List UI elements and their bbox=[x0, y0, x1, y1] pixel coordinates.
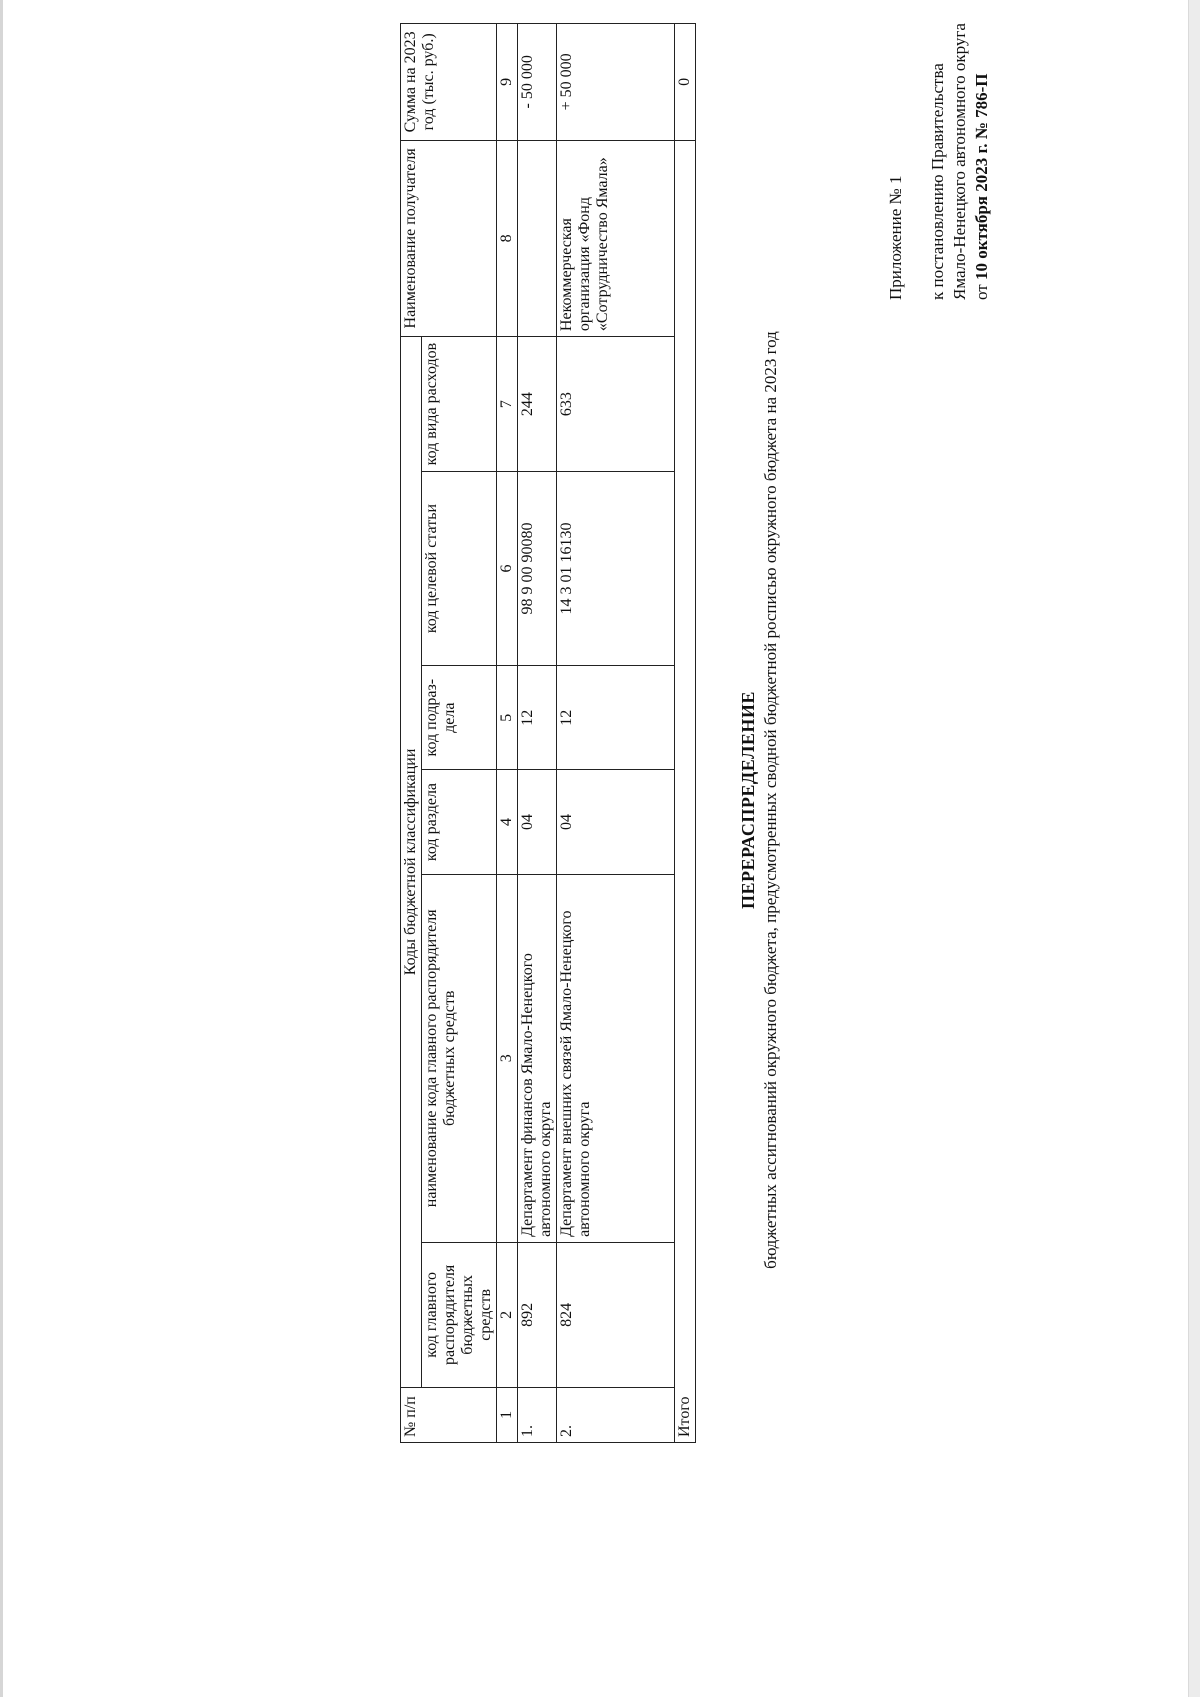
appendix-line-3 bbox=[971, 20, 993, 300]
total-value: 0 bbox=[675, 24, 696, 141]
row-subsection: 12 bbox=[557, 666, 675, 770]
header-section: код раздела bbox=[422, 770, 497, 874]
row-gr-code: 892 bbox=[518, 1242, 557, 1387]
col-number: 7 bbox=[497, 337, 518, 472]
total-label: Итого bbox=[675, 140, 696, 1442]
row-no: 1. bbox=[518, 1387, 557, 1442]
col-number: 5 bbox=[497, 666, 518, 770]
column-numbers-row bbox=[497, 24, 518, 1443]
row-subsection: 12 bbox=[518, 666, 557, 770]
page-edge bbox=[1188, 0, 1200, 1697]
col-number: 4 bbox=[497, 770, 518, 874]
header-group: Коды бюджетной классификации bbox=[401, 337, 422, 1388]
header-recipient: Наименование получателя bbox=[401, 140, 497, 336]
header-row bbox=[401, 24, 422, 1443]
row-section: 04 bbox=[557, 770, 675, 874]
total-row bbox=[675, 24, 696, 1443]
row-recipient: Некоммерческая организация «Фонд «Сотрудничество Ямала» bbox=[557, 140, 675, 336]
row-gr-name: Департамент внешних связей Ямало-Ненецкого автономного округа bbox=[557, 874, 675, 1242]
row-gr-name: Департамент финансов Ямало-Ненецкого автономного округа bbox=[518, 874, 557, 1242]
header-gr-name: наименование кода главного распорядителя бюджетных средств bbox=[422, 874, 497, 1242]
header-expense: код вида расходов bbox=[422, 337, 497, 472]
document-title: ПЕРЕРАСПРЕДЕЛЕНИЕ bbox=[738, 691, 758, 909]
col-number: 8 bbox=[497, 140, 518, 336]
row-no: 2. bbox=[557, 1387, 675, 1442]
redistribution-table bbox=[400, 23, 696, 1443]
header-target: код целевой статьи bbox=[422, 472, 497, 666]
row-expense: 244 bbox=[518, 337, 557, 472]
row-recipient bbox=[518, 140, 557, 336]
appendix-title: Приложение № 1 bbox=[886, 175, 905, 300]
col-number: 2 bbox=[497, 1242, 518, 1387]
col-number: 6 bbox=[497, 472, 518, 666]
appendix-line-1: к постановлению Правительства bbox=[928, 63, 947, 300]
document-heading bbox=[738, 0, 781, 1600]
row-target: 98 9 00 90080 bbox=[518, 472, 557, 666]
row-sum: + 50 000 bbox=[557, 24, 675, 141]
rotated-content bbox=[3, 0, 1153, 1600]
appendix-date: 10 октября 2023 г. bbox=[972, 143, 991, 281]
appendix-block bbox=[885, 20, 993, 300]
row-gr-code: 824 bbox=[557, 1242, 675, 1387]
col-number: 1 bbox=[497, 1387, 518, 1442]
col-number: 9 bbox=[497, 24, 518, 141]
header-subsection: код подраз-дела bbox=[422, 666, 497, 770]
header-no: № п/п bbox=[401, 1387, 497, 1442]
col-number: 3 bbox=[497, 874, 518, 1242]
appendix-number: № 786-П bbox=[972, 73, 991, 140]
row-target: 14 3 01 16130 bbox=[557, 472, 675, 666]
appendix-line-2: Ямало-Ненецкого автономного округа bbox=[950, 23, 969, 300]
row-section: 04 bbox=[518, 770, 557, 874]
document-subtitle: бюджетных ассигнований окружного бюджета, предусмотренных сводной бюджетной росписью окружного бюджета на 2023 год bbox=[761, 331, 780, 1269]
row-expense: 633 bbox=[557, 337, 675, 472]
appendix-date-prefix: от bbox=[972, 284, 991, 300]
header-gr-code: код главного распорядителя бюджетных средств bbox=[422, 1242, 497, 1387]
header-sum: Сумма на 2023 год (тыс. руб.) bbox=[401, 24, 497, 141]
table-row bbox=[518, 24, 557, 1443]
table-row bbox=[557, 24, 675, 1443]
row-sum: - 50 000 bbox=[518, 24, 557, 141]
